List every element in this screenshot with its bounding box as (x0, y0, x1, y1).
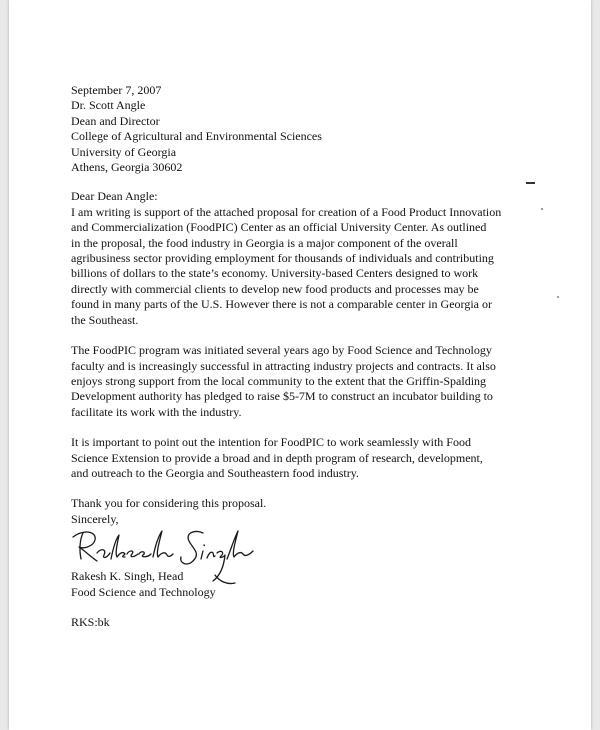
scan-speck (557, 296, 559, 298)
letter-page (9, 0, 591, 730)
salutation: Dear Dean Angle: (71, 189, 158, 204)
paragraph-line: and outreach to the Georgia and Southeastern food industry. (71, 465, 359, 480)
paragraph-3 (71, 435, 541, 481)
paragraph-line: enjoys strong support from the local community to the extent that the Griffin-Spalding (71, 373, 487, 388)
paragraph-line: and Commercialization (FoodPIC) Center as an official University Center. As outlined (71, 220, 487, 235)
scan-mark (526, 182, 535, 184)
paragraph-2 (71, 343, 541, 420)
recipient-name: Dr. Scott Angle (71, 98, 146, 113)
paragraph-1 (71, 205, 541, 328)
paragraph-line: in the proposal, the food industry in Georgia is a major component of the overall (71, 235, 458, 250)
signatory-name: Rakesh K. Singh, Head (71, 569, 184, 584)
paragraph-line: faculty and is increasingly successful in attracting industry projects and contracts. It also (71, 358, 496, 373)
signature (71, 527, 541, 569)
recipient-college: College of Agricultural and Environmental Sciences (71, 129, 322, 144)
recipient-university: University of Georgia (71, 144, 177, 159)
recipient-address (71, 98, 541, 175)
letter-body (71, 83, 541, 630)
paragraph-line: found in many parts of the U.S. However there is not a comparable center in Georgia or (71, 297, 492, 312)
signatory-department: Food Science and Technology (71, 584, 216, 599)
letter-date: September 7, 2007 (71, 83, 162, 97)
paragraph-line: It is important to point out the intention for FoodPIC to work seamlessly with Food (71, 435, 471, 450)
recipient-city: Athens, Georgia 30602 (71, 160, 183, 175)
closing-sentence: Thank you for considering this proposal. (71, 496, 267, 511)
valediction: Sincerely, (71, 511, 119, 526)
paragraph-line: billions of dollars to the state’s economy. University-based Centers designed to work (71, 266, 479, 281)
paragraph-line: agribusiness sector providing employment for thousands of individuals and contributing (71, 251, 494, 266)
reference-initials: RKS:bk (71, 614, 110, 629)
paragraph-line: I am writing is support of the attached proposal for creation of a Food Product Innovation (71, 204, 502, 219)
scan-speck (541, 208, 543, 210)
paragraph-line: the Southeast. (71, 312, 139, 327)
recipient-title: Dean and Director (71, 113, 160, 128)
paragraph-line: Development authority has pledged to raise $5-7M to construct an incubator building to (71, 389, 493, 404)
paragraph-line: The FoodPIC program was initiated several years ago by Food Science and Technology (71, 343, 492, 358)
paragraph-line: Science Extension to provide a broad and in depth program of research, development, (71, 450, 483, 465)
paragraph-line: directly with commercial clients to develop new food products and processes may be (71, 281, 479, 296)
paragraph-line: facilitate its work with the industry. (71, 404, 242, 419)
handwritten-signature-icon (67, 523, 277, 589)
